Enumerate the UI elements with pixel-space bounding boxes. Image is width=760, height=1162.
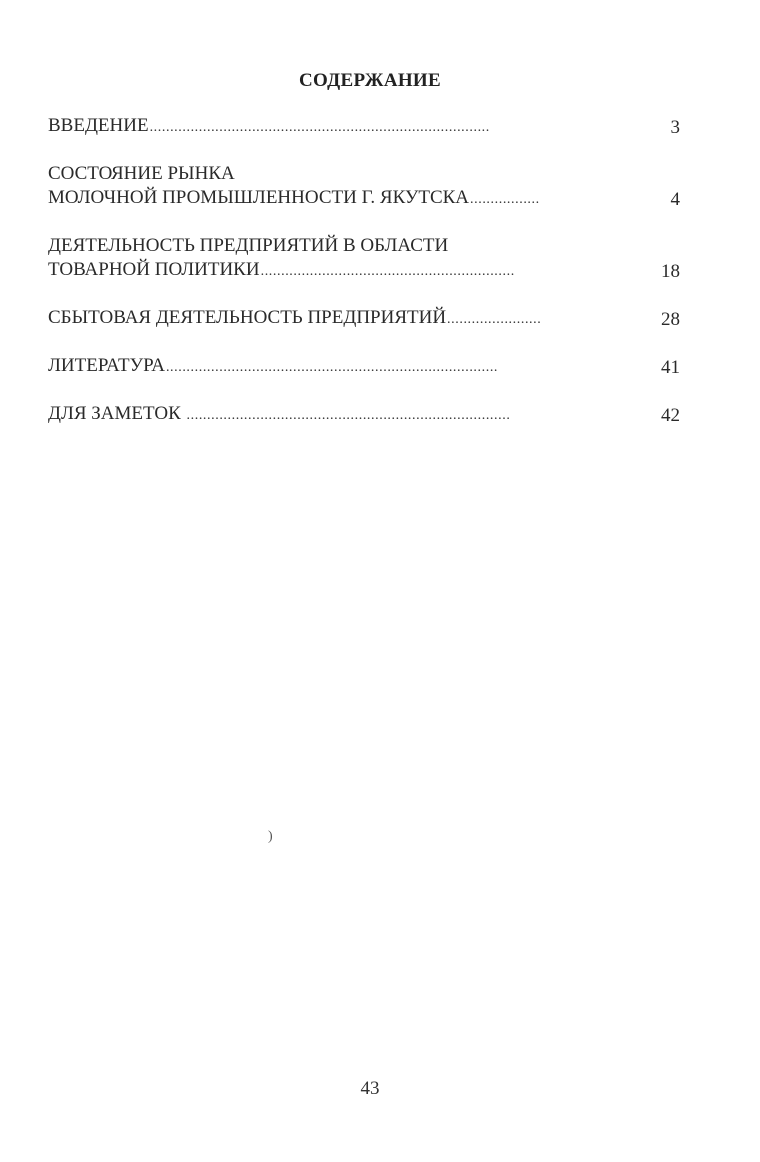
toc-entry-line (48, 186, 620, 212)
toc-entry-label-line-1: ДЕЯТЕЛЬНОСТЬ ПРЕДПРИЯТИЙ В ОБЛАСТИ (48, 235, 449, 256)
toc-entry-line (48, 114, 620, 140)
dot-leader: ............................................................................... (186, 408, 511, 423)
toc-entry-label: ВВЕДЕНИЕ (48, 115, 149, 136)
dot-leader: ................................................................................. (165, 360, 499, 375)
toc-entry-market-state[interactable] (48, 162, 688, 212)
toc-entry-introduction[interactable] (48, 114, 688, 140)
toc-page-number: 42 (661, 405, 680, 426)
toc-entry-literature[interactable] (48, 354, 688, 380)
page-number-footer: 43 (360, 1078, 380, 1099)
toc-entry-sales-activity[interactable] (48, 306, 688, 332)
toc-entry-product-policy[interactable] (48, 234, 688, 284)
toc-page-number: 3 (670, 117, 680, 138)
toc-page-number: 41 (661, 357, 680, 378)
toc-entry-label: ЛИТЕРАТУРА (48, 355, 165, 376)
toc-entry-label-line-1: СОСТОЯНИЕ РЫНКА (48, 163, 235, 184)
scan-speck: ) (268, 829, 273, 844)
toc-title: СОДЕРЖАНИЕ (299, 70, 441, 91)
toc-page-number: 4 (670, 189, 680, 210)
toc-entry-notes[interactable] (48, 402, 688, 428)
toc-page-number: 28 (661, 309, 680, 330)
toc-entry-label: СБЫТОВАЯ ДЕЯТЕЛЬНОСТЬ ПРЕДПРИЯТИЙ (48, 307, 447, 328)
toc-entry-line (48, 354, 620, 380)
toc-entry-line (48, 258, 620, 284)
toc-entry-label-line-2: ТОВАРНОЙ ПОЛИТИКИ (48, 259, 260, 280)
dot-leader: ................. (470, 192, 540, 207)
toc-entry-label: ДЛЯ ЗАМЕТОК (48, 403, 186, 424)
toc-entry-label-line-2: МОЛОЧНОЙ ПРОМЫШЛЕННОСТИ Г. ЯКУТСКА (48, 187, 470, 208)
toc-page-number: 18 (661, 261, 680, 282)
dot-leader: ................................................................................... (149, 120, 490, 135)
toc-list (48, 114, 688, 450)
dot-leader: .............................................................. (260, 264, 515, 279)
toc-entry-line (48, 306, 620, 332)
toc-entry-line (48, 402, 620, 428)
dot-leader: ....................... (447, 312, 542, 327)
